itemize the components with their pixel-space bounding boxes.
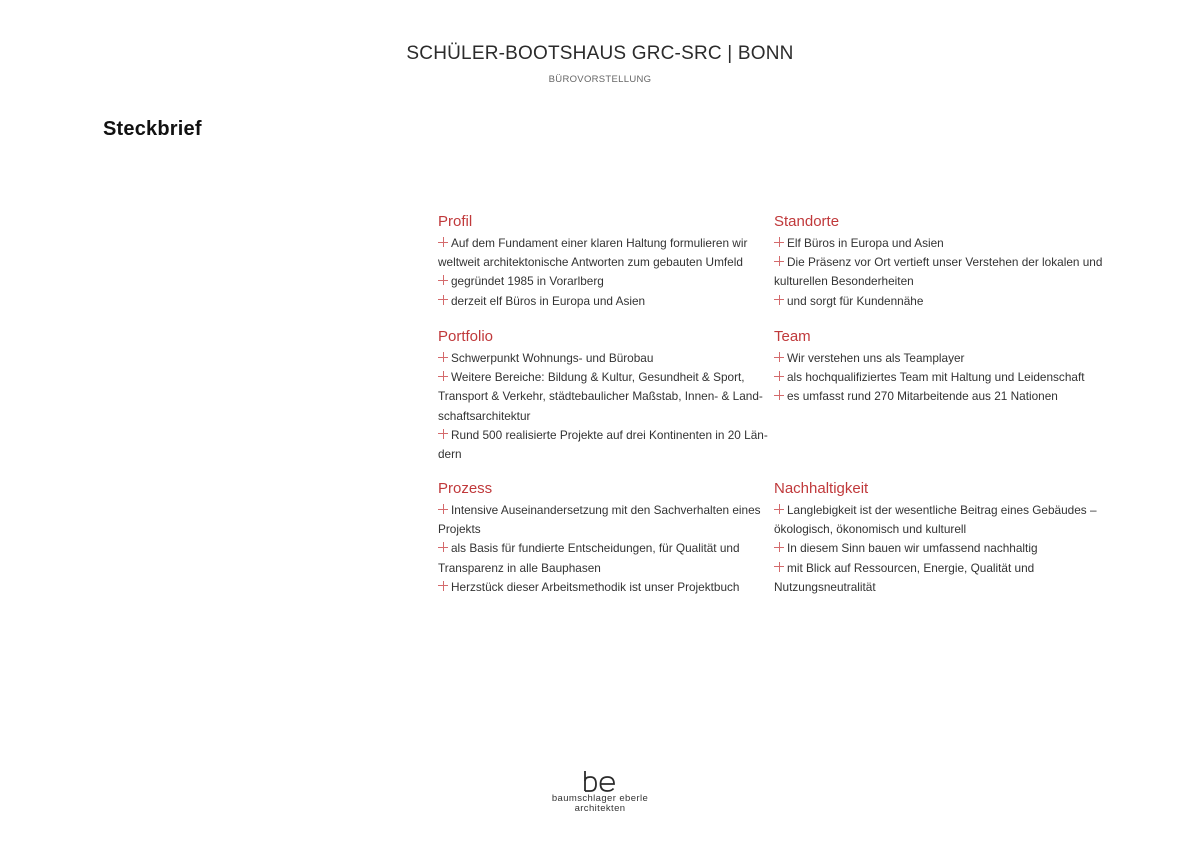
section-heading: Team xyxy=(774,328,811,345)
list-item xyxy=(774,539,1104,558)
list-item xyxy=(438,272,768,291)
list-item-text: als Basis für fundierte Entscheidungen, für Qualität und Transparenz in alle Bauphasen xyxy=(438,541,740,575)
list-item-text: mit Blick auf Ressourcen, Energie, Qualität und Nutzungsneutralität xyxy=(774,560,1035,594)
section-list xyxy=(438,234,768,311)
plus-icon xyxy=(438,352,448,362)
list-item-text: In diesem Sinn bauen wir umfassend nachhaltig xyxy=(787,541,1038,556)
list-item xyxy=(774,501,1104,539)
list-item xyxy=(438,426,768,464)
plus-icon xyxy=(774,295,784,305)
list-item-text: Rund 500 realisierte Projekte auf drei Kontinenten in 20 Ländern xyxy=(438,427,768,462)
list-item-text: als hochqualifiziertes Team mit Haltung und Leidenschaft xyxy=(787,370,1085,385)
section-list xyxy=(438,501,768,597)
list-item xyxy=(438,368,768,426)
section-heading: Nachhaltigkeit xyxy=(774,480,869,497)
plus-icon xyxy=(774,542,784,552)
list-item-text: Wir verstehen uns als Teamplayer xyxy=(787,351,965,365)
plus-icon xyxy=(438,429,448,439)
plus-icon xyxy=(438,371,448,381)
section-heading: Standorte xyxy=(774,213,840,230)
section-heading: Portfolio xyxy=(438,328,494,345)
list-item xyxy=(438,349,768,368)
list-item xyxy=(438,578,768,597)
document-title: SCHÜLER-BOOTSHAUS GRC-SRC | BONN xyxy=(406,43,794,64)
plus-icon xyxy=(774,390,784,400)
plus-icon xyxy=(774,237,784,247)
list-item xyxy=(774,387,1104,406)
plus-icon xyxy=(438,504,448,514)
list-item xyxy=(438,292,768,311)
section-list xyxy=(774,234,1104,311)
plus-icon xyxy=(438,542,448,552)
list-item-text: Auf dem Fundament einer klaren Haltung formulieren wir weltweit architektonische Antworten zum gebauten Umfeld xyxy=(438,236,748,270)
plus-icon xyxy=(774,504,784,514)
list-item-text: und sorgt für Kundennähe xyxy=(787,293,924,308)
plus-icon xyxy=(438,295,448,305)
section-standorte xyxy=(774,212,1104,311)
list-item-text: gegründet 1985 in Vorarlberg xyxy=(451,274,604,289)
list-item xyxy=(774,292,1104,311)
list-item-text: derzeit elf Büros in Europa und Asien xyxy=(451,293,646,308)
list-item xyxy=(438,539,768,577)
list-item-text: Intensive Auseinandersetzung mit den Sachverhalten eines Projekts xyxy=(438,503,761,537)
section-heading: Profil xyxy=(438,213,473,230)
list-item-text: Herzstück dieser Arbeitsmethodik ist unser Projektbuch xyxy=(451,579,740,594)
list-item xyxy=(774,559,1104,597)
section-list xyxy=(438,349,768,464)
section-prozess xyxy=(438,479,768,597)
plus-icon xyxy=(438,581,448,591)
document-subtitle: BÜROVORSTELLUNG xyxy=(548,74,652,85)
list-item-text: Die Präsenz vor Ort vertieft unser Verstehen der lokalen und kulturellen Besonderheiten xyxy=(774,255,1103,289)
section-portfolio xyxy=(438,327,768,464)
logo-text-line1: baumschlager eberle xyxy=(551,793,649,804)
list-item-text: Weitere Bereiche: Bildung & Kultur, Gesundheit & Sport, Transport & Verkehr, städtebaulicher Maßstab, Innen- & Landschaftsarchitektur xyxy=(438,370,763,423)
plus-icon xyxy=(774,256,784,266)
logo-text-line2: architekten xyxy=(574,803,626,814)
list-item xyxy=(774,253,1104,291)
section-list xyxy=(774,349,1104,407)
plus-icon xyxy=(774,562,784,572)
list-item xyxy=(438,501,768,539)
plus-icon xyxy=(438,237,448,247)
plus-icon xyxy=(438,275,448,285)
list-item-text: Elf Büros in Europa und Asien xyxy=(787,236,944,250)
company-logo xyxy=(530,770,670,814)
list-item-text: Schwerpunkt Wohnungs- und Bürobau xyxy=(451,351,654,365)
list-item xyxy=(774,234,1104,253)
document-header xyxy=(0,42,1200,85)
section-list xyxy=(774,501,1104,597)
section-nachhaltigkeit xyxy=(774,479,1104,597)
plus-icon xyxy=(774,352,784,362)
list-item-text: es umfasst rund 270 Mitarbeitende aus 21 Nationen xyxy=(787,389,1058,404)
page-title: Steckbrief xyxy=(103,118,202,140)
list-item-text: Langlebigkeit ist der wesentliche Beitrag eines Gebäudes – ökologisch, ökonomisch und kulturell xyxy=(774,503,1097,537)
list-item xyxy=(438,234,768,272)
list-item xyxy=(774,368,1104,387)
list-item xyxy=(774,349,1104,368)
section-heading: Prozess xyxy=(438,480,493,497)
be-logo-icon xyxy=(582,770,618,794)
section-profil xyxy=(438,212,768,311)
plus-icon xyxy=(774,371,784,381)
section-team xyxy=(774,327,1104,407)
